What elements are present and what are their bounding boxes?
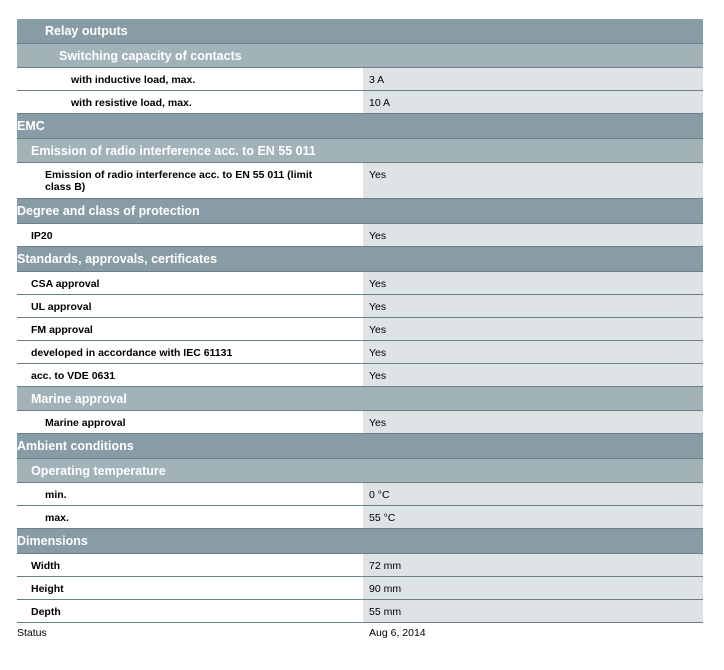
section-header-relay xyxy=(17,19,703,44)
row-label: Depth xyxy=(17,600,363,622)
status-date: Aug 6, 2014 xyxy=(369,627,426,639)
row-value: 10 A xyxy=(363,91,703,113)
subsection-title: Operating temperature xyxy=(31,463,166,478)
row-value: 55 °C xyxy=(363,506,703,528)
row-value: 72 mm xyxy=(363,554,703,576)
row-label: Emission of radio interference acc. to EN 55 011 (limit class B) xyxy=(17,163,363,198)
table-row xyxy=(17,224,703,247)
table-row xyxy=(17,295,703,318)
table-row xyxy=(17,163,703,199)
section-title: EMC xyxy=(17,119,45,133)
row-value: Yes xyxy=(363,272,703,294)
spec-table xyxy=(17,19,703,643)
table-row xyxy=(17,364,703,387)
table-row xyxy=(17,272,703,295)
subsection-title: Switching capacity of contacts xyxy=(59,48,242,63)
table-row xyxy=(17,318,703,341)
section-title: Ambient conditions xyxy=(17,439,134,453)
row-label: acc. to VDE 0631 xyxy=(17,364,363,386)
section-header-dimensions xyxy=(17,529,703,554)
row-label: developed in accordance with IEC 61131 xyxy=(17,341,363,363)
row-value: 3 A xyxy=(363,68,703,90)
table-row xyxy=(17,600,703,623)
row-label: FM approval xyxy=(17,318,363,340)
section-title: Relay outputs xyxy=(45,24,128,38)
table-row xyxy=(17,577,703,600)
row-label: max. xyxy=(17,506,363,528)
section-header-emc xyxy=(17,114,703,139)
row-value: Yes xyxy=(363,318,703,340)
row-label: with inductive load, max. xyxy=(17,68,363,90)
row-label: CSA approval xyxy=(17,272,363,294)
section-title: Standards, approvals, certificates xyxy=(17,252,218,266)
subsection-header-emission xyxy=(17,139,703,163)
section-title: Dimensions xyxy=(17,534,88,548)
subsection-header-marine xyxy=(17,387,703,411)
table-row xyxy=(17,411,703,434)
section-header-ambient xyxy=(17,434,703,459)
row-value: Yes xyxy=(363,411,703,433)
status-label: Status xyxy=(17,627,47,639)
table-row xyxy=(17,68,703,91)
table-row xyxy=(17,483,703,506)
subsection-title: Emission of radio interference acc. to EN 55 011 xyxy=(31,143,316,158)
table-row xyxy=(17,341,703,364)
row-value: 0 °C xyxy=(363,483,703,505)
row-value: Yes xyxy=(363,163,703,198)
row-label: Width xyxy=(17,554,363,576)
section-header-standards xyxy=(17,247,703,272)
row-label: Marine approval xyxy=(17,411,363,433)
row-label: Height xyxy=(17,577,363,599)
row-label: UL approval xyxy=(17,295,363,317)
row-value: Yes xyxy=(363,364,703,386)
subsection-header-switching xyxy=(17,44,703,68)
row-label: with resistive load, max. xyxy=(17,91,363,113)
row-value: 90 mm xyxy=(363,577,703,599)
section-header-protection xyxy=(17,199,703,224)
row-value: Yes xyxy=(363,224,703,246)
subsection-header-operating xyxy=(17,459,703,483)
row-label: min. xyxy=(17,483,363,505)
section-title: Degree and class of protection xyxy=(17,204,200,218)
row-value: Yes xyxy=(363,295,703,317)
status-row xyxy=(17,623,703,643)
subsection-title: Marine approval xyxy=(31,391,127,406)
table-row xyxy=(17,506,703,529)
row-value: Yes xyxy=(363,341,703,363)
table-row xyxy=(17,554,703,577)
row-value: 55 mm xyxy=(363,600,703,622)
row-label: IP20 xyxy=(17,224,363,246)
table-row xyxy=(17,91,703,114)
